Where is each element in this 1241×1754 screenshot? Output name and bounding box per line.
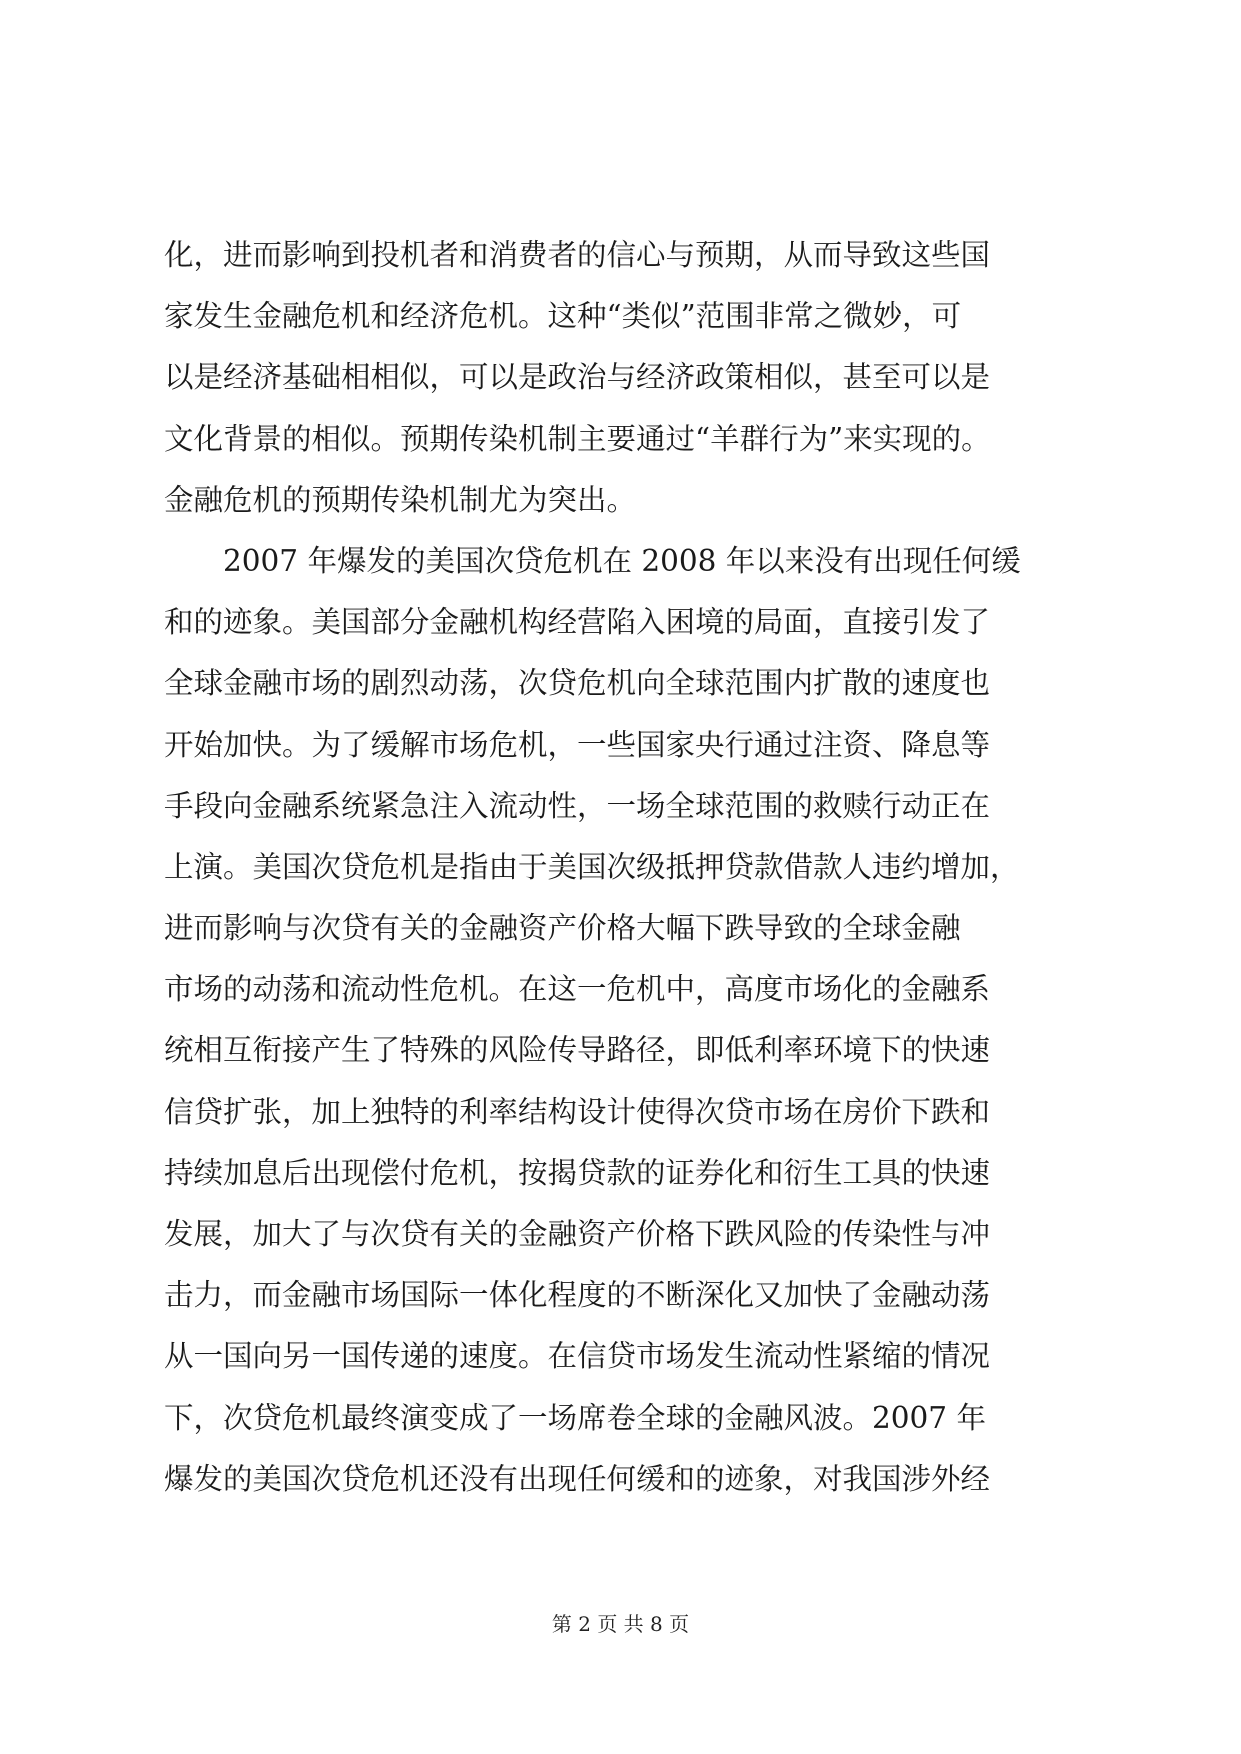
paragraph-start-line: 2007 年爆发的美国次贷危机在 2008 年以来没有出现任何缓 [164,543,1021,578]
text-line: 化，进而影响到投机者和消费者的信心与预期，从而导致这些国 [164,238,991,272]
page-number: 第 2 页 共 8 页 [551,1612,690,1636]
body-text [164,225,1084,1510]
text-line: 和的迹象。美国部分金融机构经营陷入困境的局面，直接引发了 [164,605,991,640]
text-line: 爆发的美国次贷危机还没有出现任何缓和的迹象，对我国涉外经 [164,1461,991,1496]
text-line: 统相互衔接产生了特殊的风险传导路径，即低利率环境下的快速 [164,1033,991,1068]
text-line: 以是经济基础相相似，可以是政治与经济政策相似，甚至可以是 [164,360,991,395]
text-line: 市场的动荡和流动性危机。在这一危机中，高度市场化的金融系 [164,972,991,1007]
text-line: 从一国向另一国传递的速度。在信贷市场发生流动性紧缩的情况 [164,1339,991,1374]
text-line: 金融危机的预期传染机制尤为突出。 [164,482,637,517]
page-footer [0,1610,1241,1638]
text-line: 信贷扩张，加上独特的利率结构设计使得次贷市场在房价下跌和 [164,1094,991,1129]
text-line: 击力，而金融市场国际一体化程度的不断深化又加快了金融动荡 [164,1278,991,1313]
text-line: 下，次贷危机最终演变成了一场席卷全球的金融风波。2007 年 [164,1400,986,1435]
text-line: 手段向金融系统紧急注入流动性，一场全球范围的救赎行动正在 [164,788,991,823]
text-line: 开始加快。为了缓解市场危机，一些国家央行通过注资、降息等 [164,727,991,762]
text-line: 文化背景的相似。预期传染机制主要通过“羊群行为”来实现的。 [164,421,991,456]
text-line: 发展，加大了与次贷有关的金融资产价格下跌风险的传染性与冲 [164,1217,991,1251]
text-line: 持续加息后出现偿付危机，按揭贷款的证券化和衍生工具的快速 [164,1155,991,1190]
text-line: 全球金融市场的剧烈动荡，次贷危机向全球范围内扩散的速度也 [164,666,991,701]
text-line: 进而影响与次贷有关的金融资产价格大幅下跌导致的全球金融 [164,911,961,946]
text-line: 上演。美国次贷危机是指由于美国次级抵押贷款借款人违约增加， [164,849,1020,884]
text-line: 家发生金融危机和经济危机。这种“类似”范围非常之微妙，可 [164,299,962,334]
